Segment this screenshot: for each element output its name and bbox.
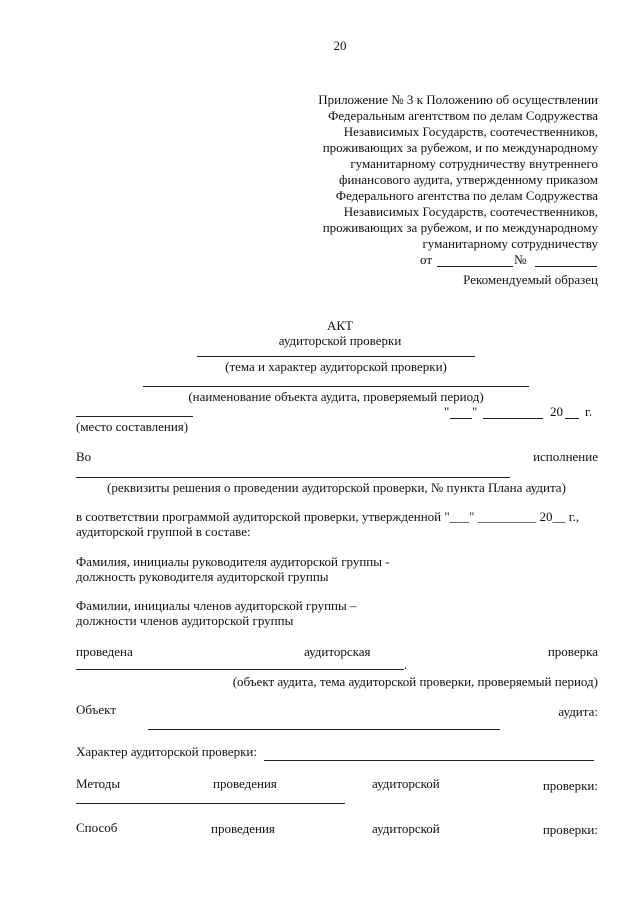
appendix-line-7: Федерального агентства по делам Содружества [335,188,598,203]
conducted-line [76,669,404,670]
place-caption: (место составления) [76,419,189,434]
conducted-word-2: аудиторская [304,644,371,659]
members-line-1: Фамилии, инициалы членов аудиторской группы – [76,598,357,613]
object-audit-right: аудита: [558,704,598,719]
appendix-line-4: проживающих за рубежом, и по международному [322,140,598,155]
act-subtitle: аудиторской проверки [278,333,402,348]
object-audit-left: Объект [76,702,116,717]
decision-line [76,477,510,478]
act-title: АКТ [327,318,353,333]
conducted-caption: (объект аудита, тема аудиторской проверки, проверяемый период) [232,674,598,689]
conducted-word-3: проверка [547,644,598,659]
way-word-1: Способ [76,820,118,835]
methods-word-4: проверки: [542,778,598,793]
execution-left: Во [76,449,92,464]
way-word-4: проверки: [542,822,598,837]
appendix-line-3: Независимых Государств, соотечественников, [343,124,598,139]
head-line-1: Фамилия, инициалы руководителя аудиторской группы - [76,554,390,569]
recommended-sample: Рекомендуемый образец [463,272,598,287]
methods-word-1: Методы [76,776,121,791]
head-line-2: должность руководителя аудиторской группы [76,569,329,584]
order-number-label: № [514,252,527,267]
methods-word-3: аудиторской [372,776,440,791]
appendix-line-1: Приложение № 3 к Положению об осуществлении [318,92,598,107]
appendix-line-6: финансового аудита, утвержденному приказом [339,172,598,187]
execution-right: исполнение [533,449,598,464]
program-line-2: аудиторской группой в составе: [76,524,251,539]
date-year-line [565,418,579,419]
members-line-2: должности членов аудиторской группы [76,613,294,628]
date-day-line [450,418,472,419]
order-number-line [535,266,597,267]
methods-word-2: проведения [213,776,277,791]
appendix-line-10: гуманитарному сотрудничеству [422,236,598,251]
date-month-line [483,418,543,419]
appendix-line-9: проживающих за рубежом, и по международному [322,220,598,235]
character-line [264,760,594,761]
date-year: 20 [550,404,563,419]
way-word-2: проведения [211,821,275,836]
appendix-line-8: Независимых Государств, соотечественников, [343,204,598,219]
appendix-line-2: Федеральным агентством по делам Содружества [328,108,598,123]
topic-caption: (тема и характер аудиторской проверки) [225,359,447,374]
program-line-1: в соответствии программой аудиторской проверки, утвержденной "___" _________ 20__ г., [76,509,580,524]
methods-line [76,803,345,804]
order-from-label: от [420,252,433,267]
date-quote-close: " [472,404,478,419]
conducted-word-1: проведена [76,644,133,659]
date-quote-open: " [444,404,450,419]
character-label: Характер аудиторской проверки: [76,744,257,759]
decision-caption: (реквизиты решения о проведении аудиторской проверки, № пункта Плана аудита) [107,480,566,495]
way-word-3: аудиторской [372,821,440,836]
topic-line [197,356,475,357]
order-date-line [437,266,513,267]
date-year-suffix: г. [585,404,593,419]
object-caption: (наименование объекта аудита, проверяемый период) [188,389,484,404]
conducted-dot: . [404,657,408,672]
place-line [76,416,193,417]
appendix-line-5: гуманитарному сотрудничеству внутреннего [350,156,598,171]
page-number: 20 [333,38,347,53]
object-line [143,386,529,387]
object-audit-line [148,729,500,730]
